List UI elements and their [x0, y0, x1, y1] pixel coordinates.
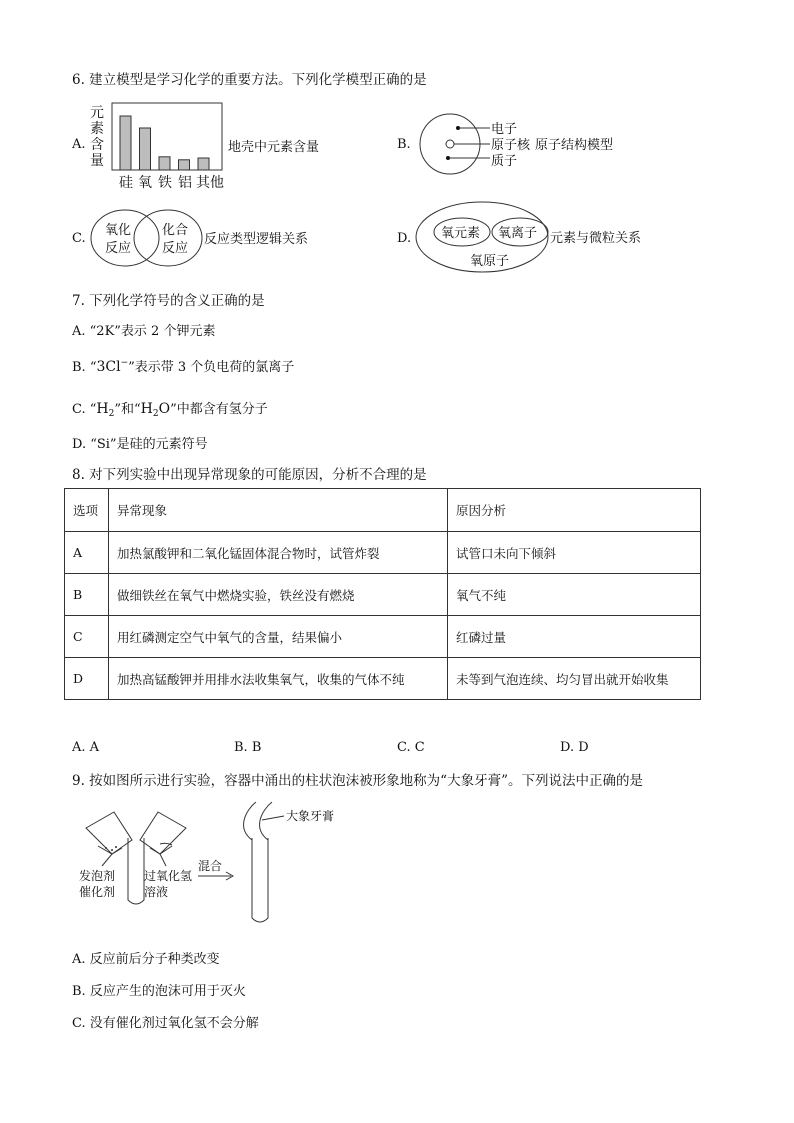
- table-cell: D: [65, 658, 109, 700]
- q8-table: [64, 488, 701, 700]
- q6-c-left-text-1: 反应: [105, 241, 132, 256]
- q7-stem: 7. 下列化学符号的含义正确的是: [72, 293, 265, 309]
- q6-a-caption: 地壳中元素含量: [228, 140, 320, 155]
- q9-foam-column: [244, 802, 272, 840]
- q6-option-a-letter[interactable]: A.: [72, 137, 86, 152]
- q8-option-d[interactable]: D. D: [560, 740, 589, 755]
- q7-option-d[interactable]: D. “Si”是硅的元素符号: [72, 437, 208, 452]
- q7-c-f2b: O: [158, 401, 171, 417]
- q6-a-bar: [179, 160, 190, 170]
- q9-stem: 9. 按如图所示进行实验，容器中涌出的柱状泡沫被形象地称为“大象牙膏”。下列说法中正确的是: [72, 773, 643, 789]
- table-header-cell: 选项: [65, 489, 109, 532]
- q7-c-post: ”中都含有氢分子: [170, 402, 268, 417]
- q9-mid-label-0: 过氧化氢: [144, 869, 193, 883]
- table-header-cell: 异常现象: [109, 489, 448, 532]
- q6-b-label-proton: 质子: [491, 154, 518, 169]
- q6-a-bars: [120, 116, 209, 170]
- q6-a-bar: [198, 158, 209, 170]
- q7-c-f2a: H: [140, 401, 153, 417]
- q6-a-xlabel-3: 铝: [178, 175, 192, 191]
- q6-a-y-label: [90, 105, 104, 169]
- table-cell: B: [65, 574, 109, 616]
- q6-b-label-nucleus: 原子核: [491, 138, 531, 153]
- q6-a-bar: [159, 157, 170, 170]
- q6-c-venn-diagram: [90, 208, 320, 268]
- q9-left-label-0: 发泡剂: [79, 869, 116, 883]
- table-cell: 用红磷测定空气中氧气的含量，结果偏小: [109, 616, 448, 658]
- table-header-cell: 原因分析: [448, 489, 701, 532]
- q7-c-f2-sub: 2: [152, 409, 159, 419]
- q9-option-c[interactable]: C. 没有催化剂过氧化氢不会分解: [72, 1016, 259, 1031]
- q6-c-right-text-0: 化合: [162, 223, 189, 238]
- q7-c-pre: C. “: [72, 402, 97, 417]
- q6-a-ylabel-3: 量: [90, 153, 104, 169]
- table-row: [65, 532, 701, 574]
- q6-b-nucleus: [446, 140, 454, 148]
- q8-option-a[interactable]: A. A: [72, 740, 100, 755]
- q6-option-d-letter[interactable]: D.: [397, 231, 412, 246]
- table-cell: 做细铁丝在氧气中燃烧实验，铁丝没有燃烧: [109, 574, 448, 616]
- q9-left-beaker: [86, 812, 132, 854]
- q9-mid-label-1: 溶液: [144, 885, 169, 899]
- q9-right-beaker: [140, 812, 186, 854]
- table-cell: 加热氯酸钾和二氧化锰固体混合物时，试管炸裂: [109, 532, 448, 574]
- q6-a-bar: [140, 128, 151, 170]
- q6-a-xlabel-4: 其他: [196, 175, 224, 191]
- table-cell: C: [65, 616, 109, 658]
- q6-b-caption: 原子结构模型: [535, 138, 614, 153]
- q9-arrow-label: 混合: [198, 859, 223, 873]
- q6-c-left-text-0: 氧化: [105, 223, 132, 238]
- q6-a-xlabel-2: 铁: [158, 175, 172, 191]
- q6-d-outer-text: 氧原子: [470, 254, 510, 269]
- table-cell: 加热高锰酸钾并用排水法收集氧气，收集的气体不纯: [109, 658, 448, 700]
- q6-b-atom-model: [418, 112, 628, 176]
- q6-c-right-text-1: 反应: [162, 241, 189, 256]
- q7-option-a[interactable]: A. “2K”表示 2 个钾元素: [72, 324, 216, 339]
- q7-c-f1-sub: 2: [108, 409, 115, 419]
- table-cell: 红磷过量: [448, 616, 701, 658]
- q6-b-label-electron: 电子: [491, 122, 518, 137]
- q7-b-pre: B. “: [72, 360, 97, 375]
- q9-left-test-tube: [128, 838, 144, 904]
- q8-stem: 8. 对下列实验中出现异常现象的可能原因，分析不合理的是: [72, 467, 427, 483]
- table-cell: A: [65, 532, 109, 574]
- q6-a-bar: [120, 116, 131, 170]
- table-row: [65, 616, 701, 658]
- q7-option-c[interactable]: [72, 398, 268, 419]
- q6-a-ylabel-2: 含: [90, 137, 104, 153]
- table-cell: 氧气不纯: [448, 574, 701, 616]
- q9-left-label-1: 催化剂: [79, 885, 116, 899]
- q7-option-b[interactable]: [72, 356, 294, 375]
- q6-option-c-letter[interactable]: C.: [72, 231, 86, 246]
- q7-c-mid: ”和“: [114, 402, 141, 417]
- q6-a-ylabel-1: 素: [90, 121, 104, 137]
- q6-option-b-letter[interactable]: B.: [397, 137, 411, 152]
- q6-b-proton-dot: [446, 156, 450, 160]
- q8-option-c[interactable]: C. C: [397, 740, 425, 755]
- table-cell: 未等到气泡连续、均匀冒出就开始收集: [448, 658, 701, 700]
- table-header-row: [65, 489, 701, 532]
- q9-option-a[interactable]: A. 反应前后分子种类改变: [72, 952, 220, 967]
- q6-d-element-particle-diagram: [414, 200, 684, 274]
- q6-c-left-ellipse: [91, 210, 159, 266]
- table-row: [65, 574, 701, 616]
- q7-b-charge: −: [120, 358, 129, 368]
- q6-b-electron-dot: [456, 126, 460, 130]
- q6-c-right-ellipse: [134, 210, 202, 266]
- q6-d-caption: 元素与微粒关系: [550, 231, 642, 246]
- q6-a-ylabel-0: 元: [90, 105, 104, 121]
- q9-right-test-tube: [252, 838, 268, 922]
- q7-b-formula: 3Cl: [96, 359, 121, 375]
- q6-stem: 6. 建立模型是学习化学的重要方法。下列化学模型正确的是: [72, 72, 427, 88]
- q6-c-caption: 反应类型逻辑关系: [204, 232, 309, 247]
- q6-d-inner-right-text: 氧离子: [498, 226, 538, 241]
- q6-a-xlabel-0: 硅: [119, 175, 133, 191]
- q6-a-xlabel-1: 氧: [138, 175, 152, 191]
- q9-right-label: 大象牙膏: [286, 809, 335, 823]
- q9-elephant-toothpaste-figure: [76, 798, 376, 928]
- q7-c-f1: H: [96, 401, 109, 417]
- q9-option-b[interactable]: B. 反应产生的泡沫可用于灭火: [72, 984, 246, 999]
- q8-option-b[interactable]: B. B: [234, 740, 262, 755]
- q7-b-post: ”表示带 3 个负电荷的氯离子: [128, 360, 295, 375]
- q6-d-inner-left-text: 氧元素: [441, 226, 481, 241]
- table-cell: 试管口未向下倾斜: [448, 532, 701, 574]
- q6-a-bar-chart: [88, 101, 228, 191]
- table-row: [65, 658, 701, 700]
